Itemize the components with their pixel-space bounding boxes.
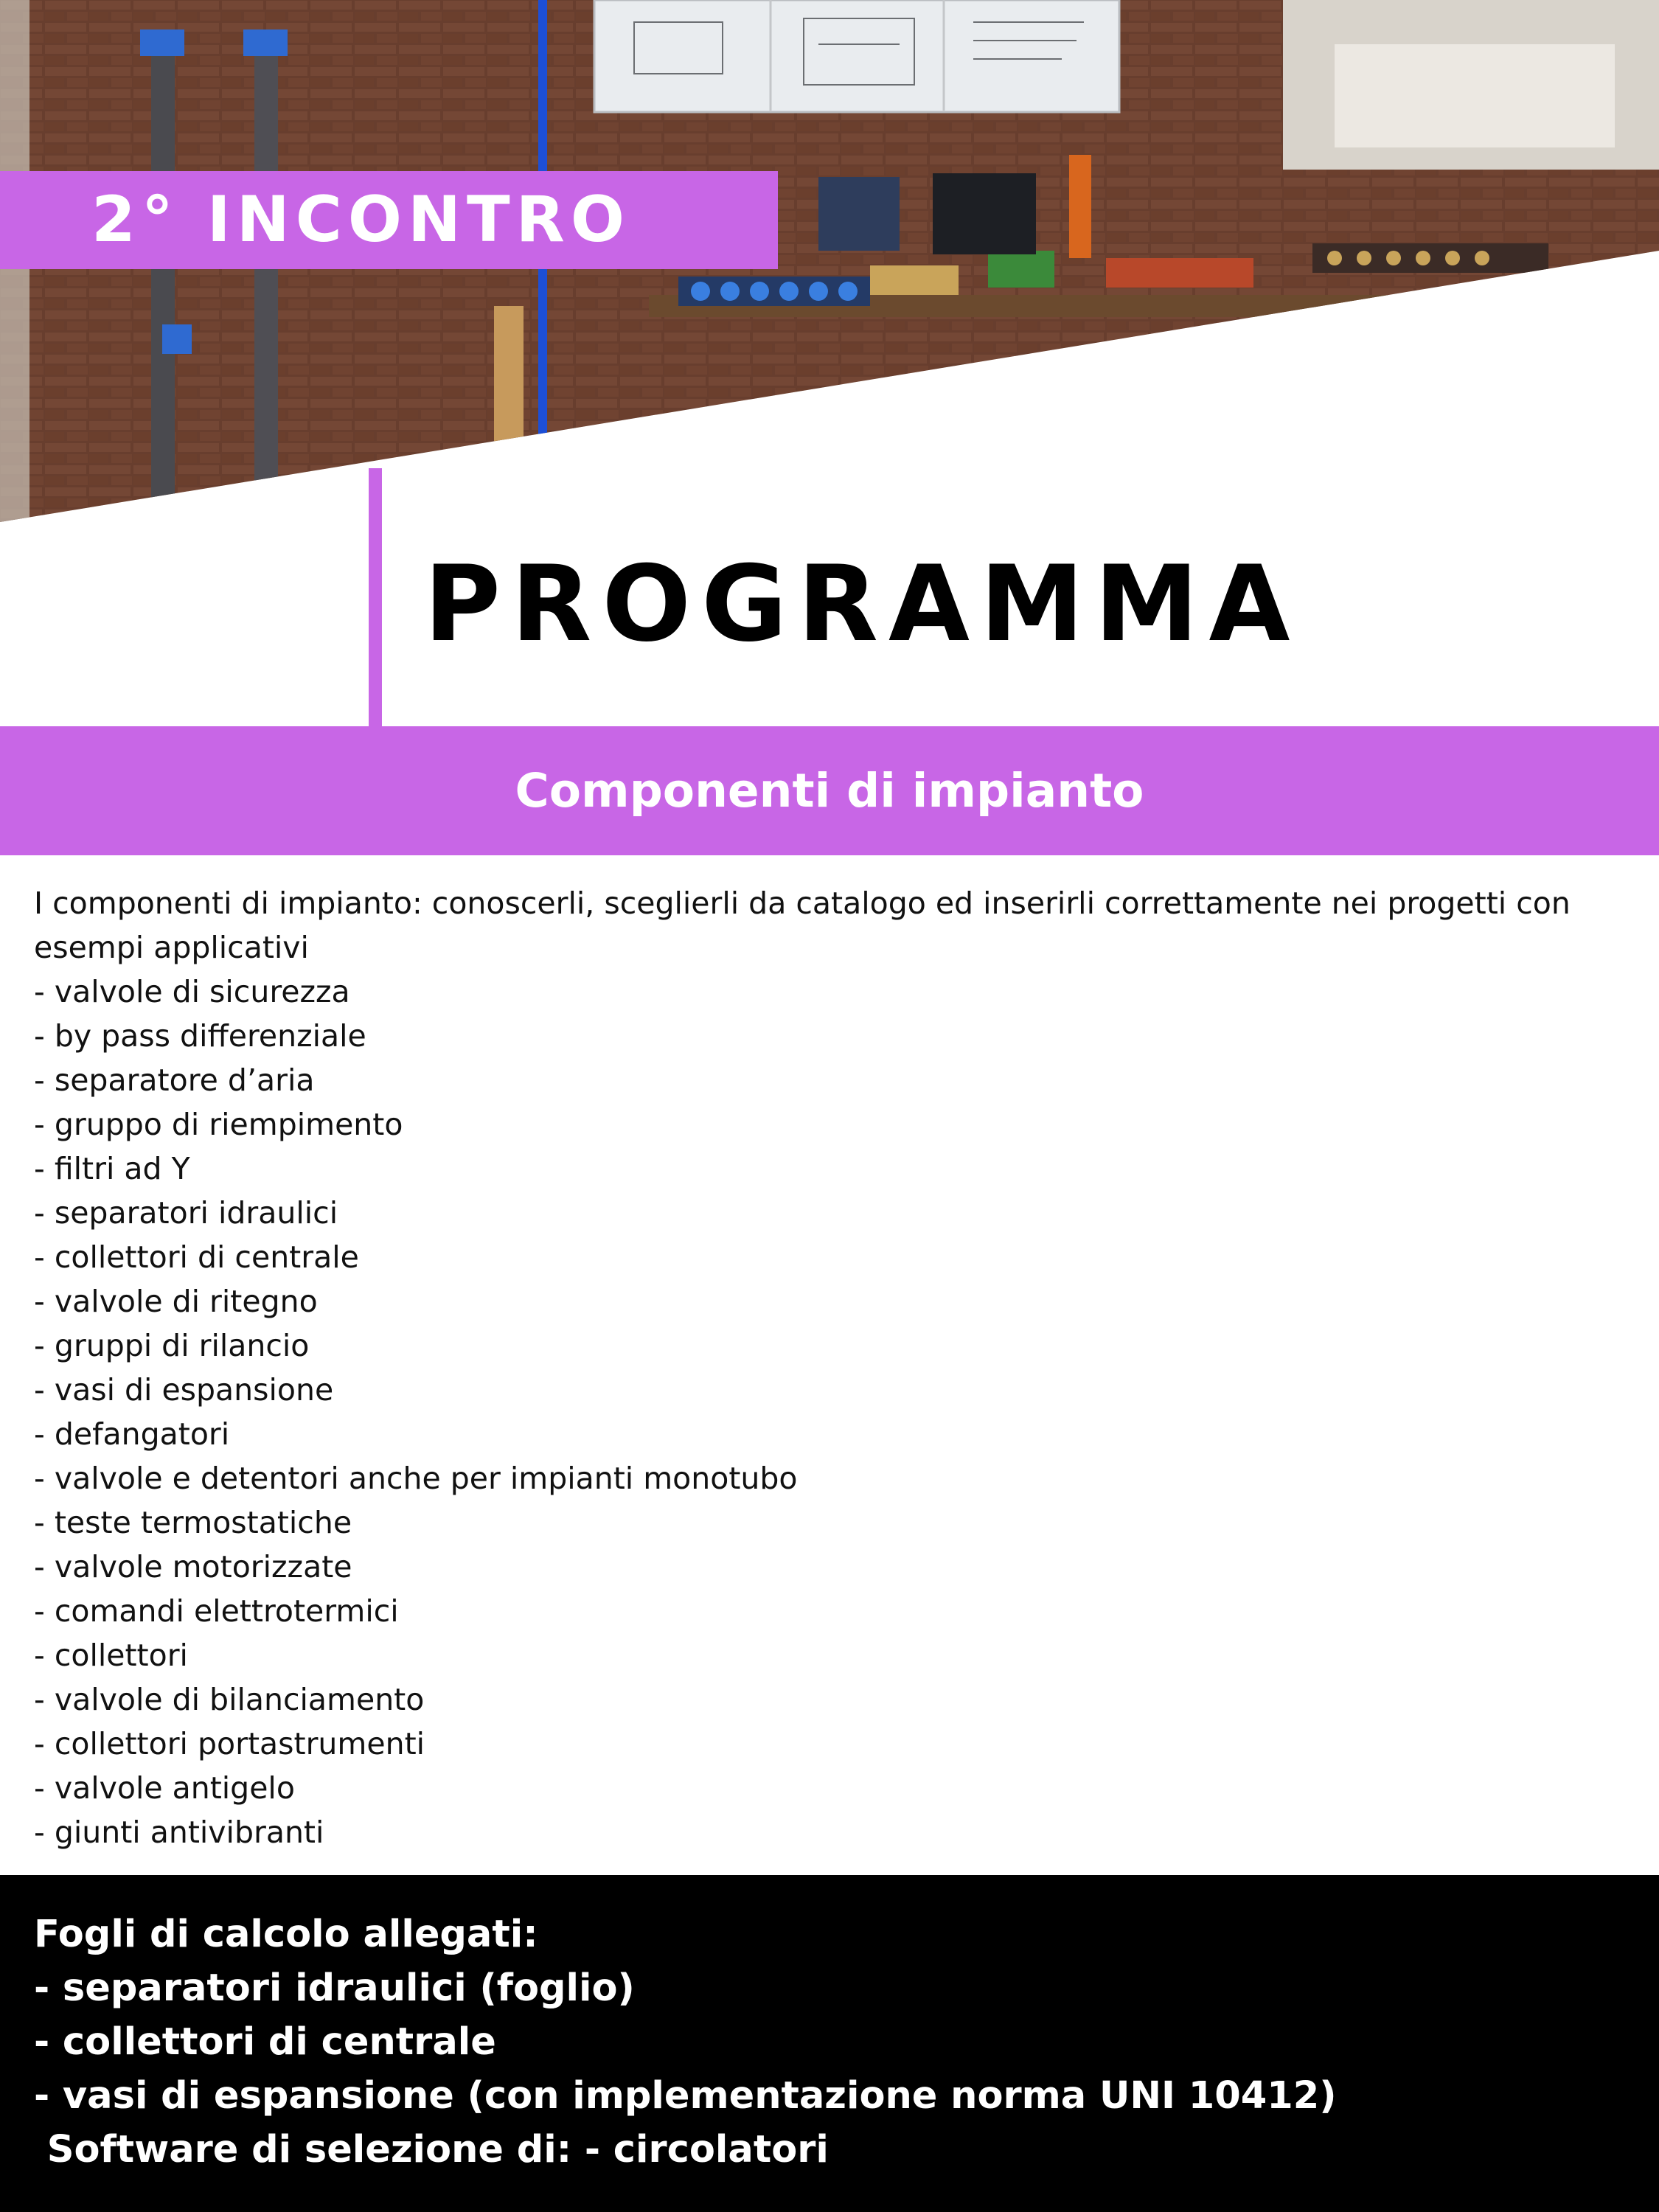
list-item: - vasi di espansione [34,1372,334,1408]
program-content [34,881,1634,1854]
list-item: - valvole e detentori anche per impianti monotubo [34,1461,798,1496]
list-item: - gruppi di rilancio [34,1328,310,1363]
list-item: - valvole di bilanciamento [34,1682,425,1717]
list-item: - valvole di ritegno [34,1284,318,1319]
list-item: - valvole antigelo [34,1770,295,1806]
component-list [34,970,1634,1854]
list-item: - giunti antivibranti [34,1815,324,1850]
list-item: - separatore d’aria [34,1062,315,1098]
page-title: PROGRAMMA [424,543,1301,665]
list-item: - by pass differenziale [34,1018,366,1054]
footer-line: Fogli di calcolo allegati: [34,1913,538,1956]
list-item: - filtri ad Y [34,1151,190,1186]
list-item: - valvole di sicurezza [34,974,350,1009]
list-item: - collettori portastrumenti [34,1726,425,1761]
title-accent-bar [369,468,382,726]
section-header [0,726,1659,855]
session-badge [0,171,778,269]
footer-line: Software di selezione di: - circolatori [34,2128,829,2171]
list-item: - comandi elettrotermici [34,1593,399,1629]
list-item: - valvole motorizzate [34,1549,352,1585]
intro-text: I componenti di impianto: conoscerli, sceglierli da catalogo ed inserirli correttamente nei progetti con esempi applicativi [34,886,1571,965]
list-item: - gruppo di riempimento [34,1107,403,1142]
list-item: - separatori idraulici [34,1195,338,1231]
attachments-text [34,1907,1337,2177]
list-item: - collettori di centrale [34,1239,359,1275]
footer-line: - collettori di centrale [34,2020,496,2064]
session-badge-label: 2° INCONTRO [91,183,630,257]
footer-line: - separatori idraulici (foglio) [34,1966,635,2010]
list-item: - teste termostatiche [34,1505,352,1540]
attachments-footer [0,1875,1659,2212]
footer-line: - vasi di espansione (con implementazione norma UNI 10412) [34,2074,1337,2118]
list-item: - defangatori [34,1416,230,1452]
list-item: - collettori [34,1638,188,1673]
section-title: Componenti di impianto [515,764,1144,818]
